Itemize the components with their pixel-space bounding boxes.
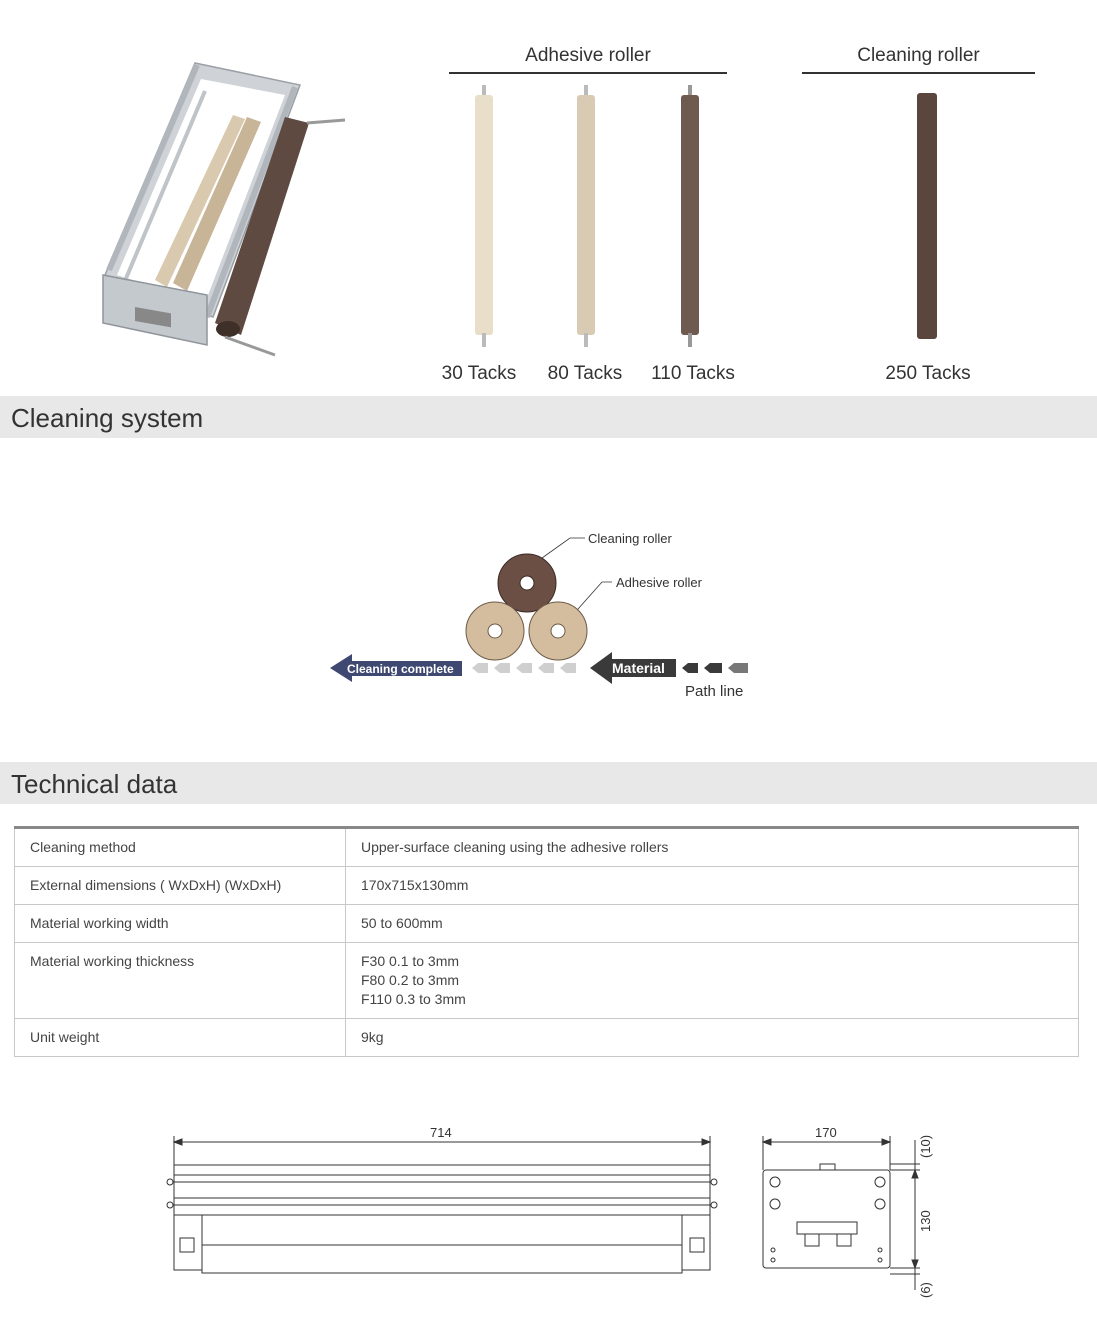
roller-80-tacks	[577, 85, 595, 347]
spec-key: Material working width	[15, 905, 346, 943]
path-dashes-dirty	[682, 663, 722, 673]
top-offset-label: (10)	[918, 1134, 933, 1158]
path-line-label: Path line	[685, 683, 744, 700]
spec-value: 9kg	[346, 1019, 1079, 1057]
cleaning-system-title: Cleaning system	[11, 403, 204, 433]
front-view-drawing	[160, 1120, 730, 1290]
path-dashes-clean	[472, 663, 576, 673]
roller-sticks	[440, 85, 1040, 350]
adhesive-roller-rule	[449, 72, 727, 74]
technical-data-title: Technical data	[11, 769, 178, 799]
material-label: Material	[612, 660, 665, 676]
roller-label-250: 250 Tacks	[885, 363, 971, 384]
roller-250-tacks	[917, 93, 937, 339]
spec-key: Cleaning method	[15, 828, 346, 867]
roller-label-110: 110 Tacks	[651, 363, 735, 384]
technical-data-table	[14, 826, 1079, 1057]
side-view-drawing	[755, 1120, 945, 1300]
cleaning-roller-rule	[802, 72, 1035, 74]
spec-key: Unit weight	[15, 1019, 346, 1057]
bottom-offset-label: (6)	[918, 1282, 933, 1298]
diagram-cleaning-roller-label: Cleaning roller	[588, 531, 672, 546]
roller-label-80: 80 Tacks	[547, 363, 623, 384]
table-row	[15, 828, 1079, 867]
front-width-label: 714	[430, 1125, 452, 1140]
table-row	[15, 943, 1079, 1019]
roller-label-30: 30 Tacks	[441, 363, 517, 384]
cleaning-diagram	[320, 520, 780, 710]
spec-key: Material working thickness	[15, 943, 346, 1019]
spec-key: External dimensions ( WxDxH) (WxDxH)	[15, 867, 346, 905]
spec-value: 50 to 600mm	[346, 905, 1079, 943]
spec-value: 170x715x130mm	[346, 867, 1079, 905]
table-row	[15, 1019, 1079, 1057]
spec-value: F30 0.1 to 3mm F80 0.2 to 3mm F110 0.3 to 3mm	[346, 943, 1079, 1019]
cleaning-complete-label: Cleaning complete	[347, 662, 454, 676]
spec-value: Upper-surface cleaning using the adhesive rollers	[346, 828, 1079, 867]
side-width-label: 170	[815, 1125, 837, 1140]
table-row	[15, 905, 1079, 943]
adhesive-roller-title: Adhesive roller	[525, 45, 651, 66]
cleaning-roller-title: Cleaning roller	[857, 45, 980, 66]
roller-110-tacks	[681, 85, 699, 347]
technical-data-header	[0, 762, 1097, 804]
diagram-adhesive-roller-label: Adhesive roller	[616, 575, 702, 590]
side-height-label: 130	[918, 1210, 933, 1232]
cleaning-system-header	[0, 396, 1097, 438]
table-row	[15, 867, 1079, 905]
roller-30-tacks	[475, 85, 493, 347]
product-photo	[95, 55, 365, 375]
